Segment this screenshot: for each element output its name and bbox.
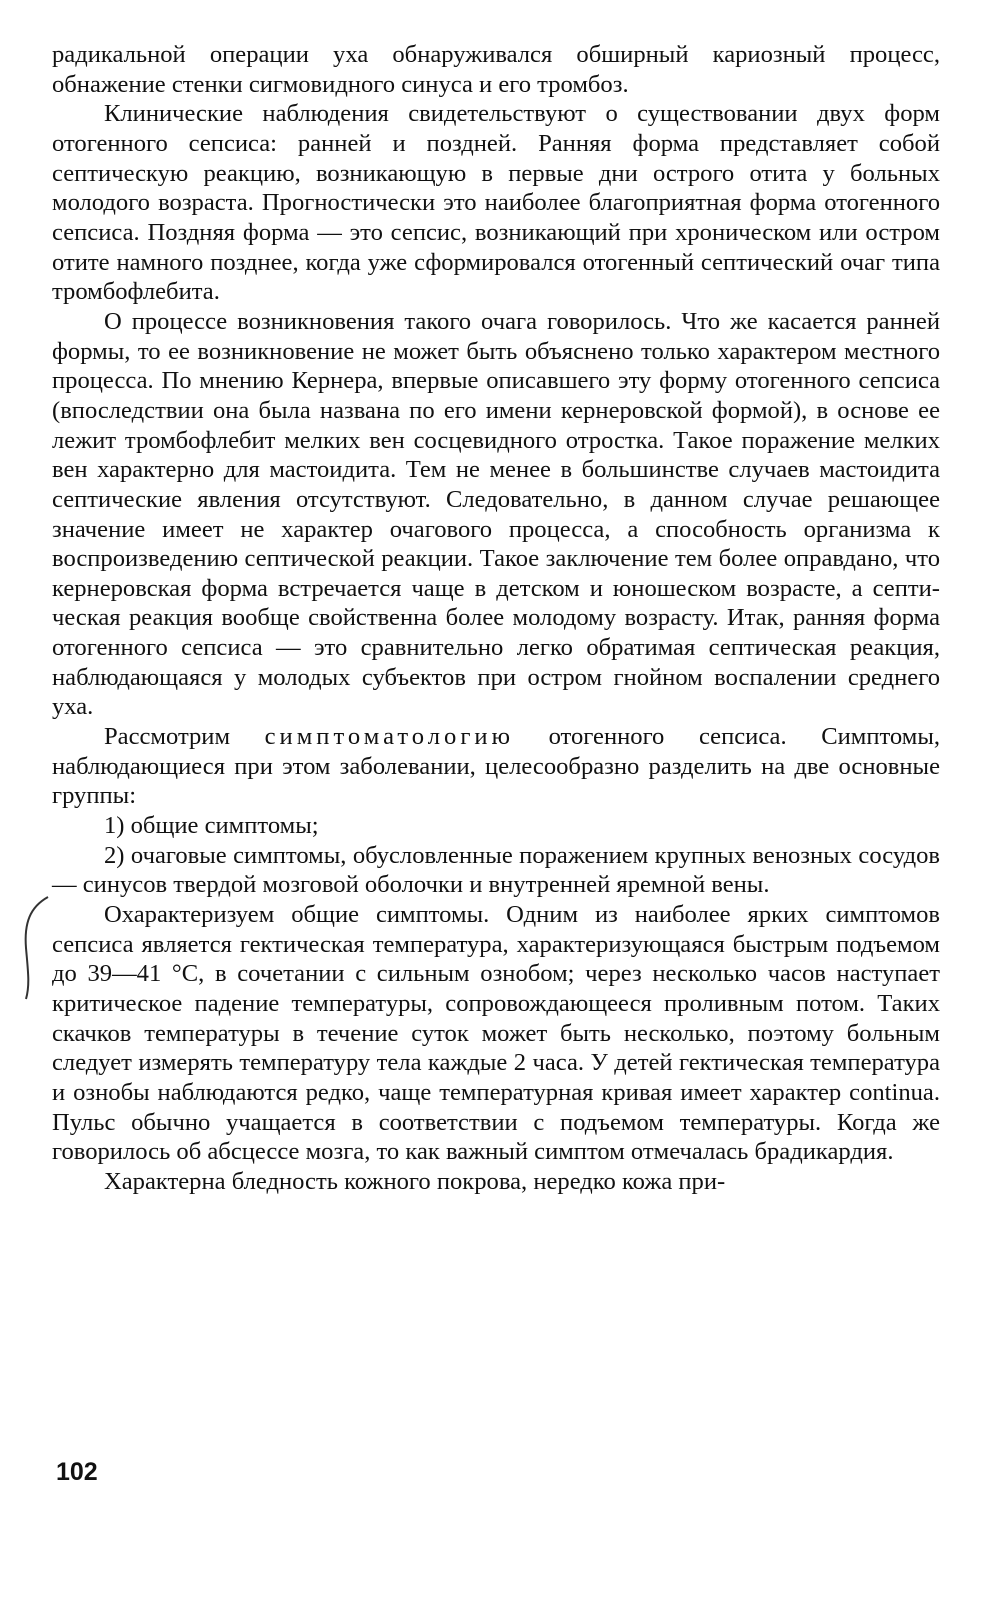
paragraph-symptomatology bbox=[52, 722, 940, 811]
list-item-focal-symptoms: 2) очаговые симптомы, обусловленные поражением крупных венозных сосудов — синусов твердой мозговой оболочки и внутренней яремной вены. bbox=[52, 841, 940, 899]
paragraph-early-form: О процессе возникновения такого очага говорилось. Что же касается ранней формы, то ее возникновение не может быть объяснено только характером местного процесса. По мнению Кернера, впервые описавшего эту форму отогенного сепсиса (впоследствии она была названа по его имени кернеровской формой), в основе ее лежит тромбофлебит мелких вен сосцевидного отростка. Такое поражение мелких вен характерно для мастоидита. Тем не менее в большинстве случаев мастоидита септические явления отсутствуют. Следовательно, в данном случае решающее значение имеет не характер очагового процесса, а способность организма к воспроизведению септической реакции. Такое заключение тем более оправдано, что кернеровская форма встречается чаще в детском и юношеском возрасте, а септическая реакция вообще свойственна более молодому возрасту. Итак, ранняя форма отогенного сепсиса — это сравнительно легко обратимая септическая реакция, наблюдающаяся у молодых субъектов при остром гнойном воспалении среднего уха. bbox=[52, 307, 940, 721]
paragraph-continuation: радикальной операции уха обнаруживался обширный кариозный процесс, обнажение стенки сигмовидного синуса и его тромбоз. bbox=[52, 41, 940, 98]
symptomatology-text-after: отогенного сепсиса. Симптомы, наблюдающиеся при этом заболевании, целесообразно разделить на две основные группы: bbox=[52, 723, 940, 810]
symptomatology-spaced-term: симптоматологию bbox=[264, 723, 514, 751]
symptomatology-text-before: Рассмотрим bbox=[104, 723, 265, 751]
list-item-general-symptoms: 1) общие симптомы; bbox=[104, 812, 319, 840]
paragraph-skin-pallor: Характерна бледность кожного покрова, нередко кожа при- bbox=[104, 1167, 726, 1195]
page-number: 102 bbox=[56, 1458, 98, 1486]
paragraph-general-symptoms: Охарактеризуем общие симптомы. Одним из наиболее ярких симптомов сепсиса является гектическая температура, характеризующаяся быстрым подъемом до 39—41 °С, в сочетании с сильным ознобом; через несколько часов наступает критическое падение температуры, сопровождающееся проливным потом. Таких скачков температуры в течение суток может быть несколько, поэтому больным следует измерять температуру тела каждые 2 часа. У детей гектическая температура и ознобы наблюдаются редко, чаще температурная кривая имеет характер continua. Пульс обычно учащается в соответствии с подъемом температуры. Когда же говорилось об абсцессе мозга, то как важный симптом отмечалась брадикардия. bbox=[52, 901, 940, 1166]
paragraph-sepsis-forms: Клинические наблюдения свидетельствуют о существовании двух форм отогенного сепсиса: ранней и поздней. Ранняя форма представляет собой септическую реакцию, возникающую в первые дни острого отита у больных молодого возраста. Прогностически это наиболее благоприятная форма отогенного сепсиса. Поздняя форма — это сепсис, возникающий при хроническом или остром отите намного позднее, когда уже сформировался отогенный септический очаг типа тромбофлебита. bbox=[52, 100, 940, 306]
document-page bbox=[52, 40, 940, 1197]
